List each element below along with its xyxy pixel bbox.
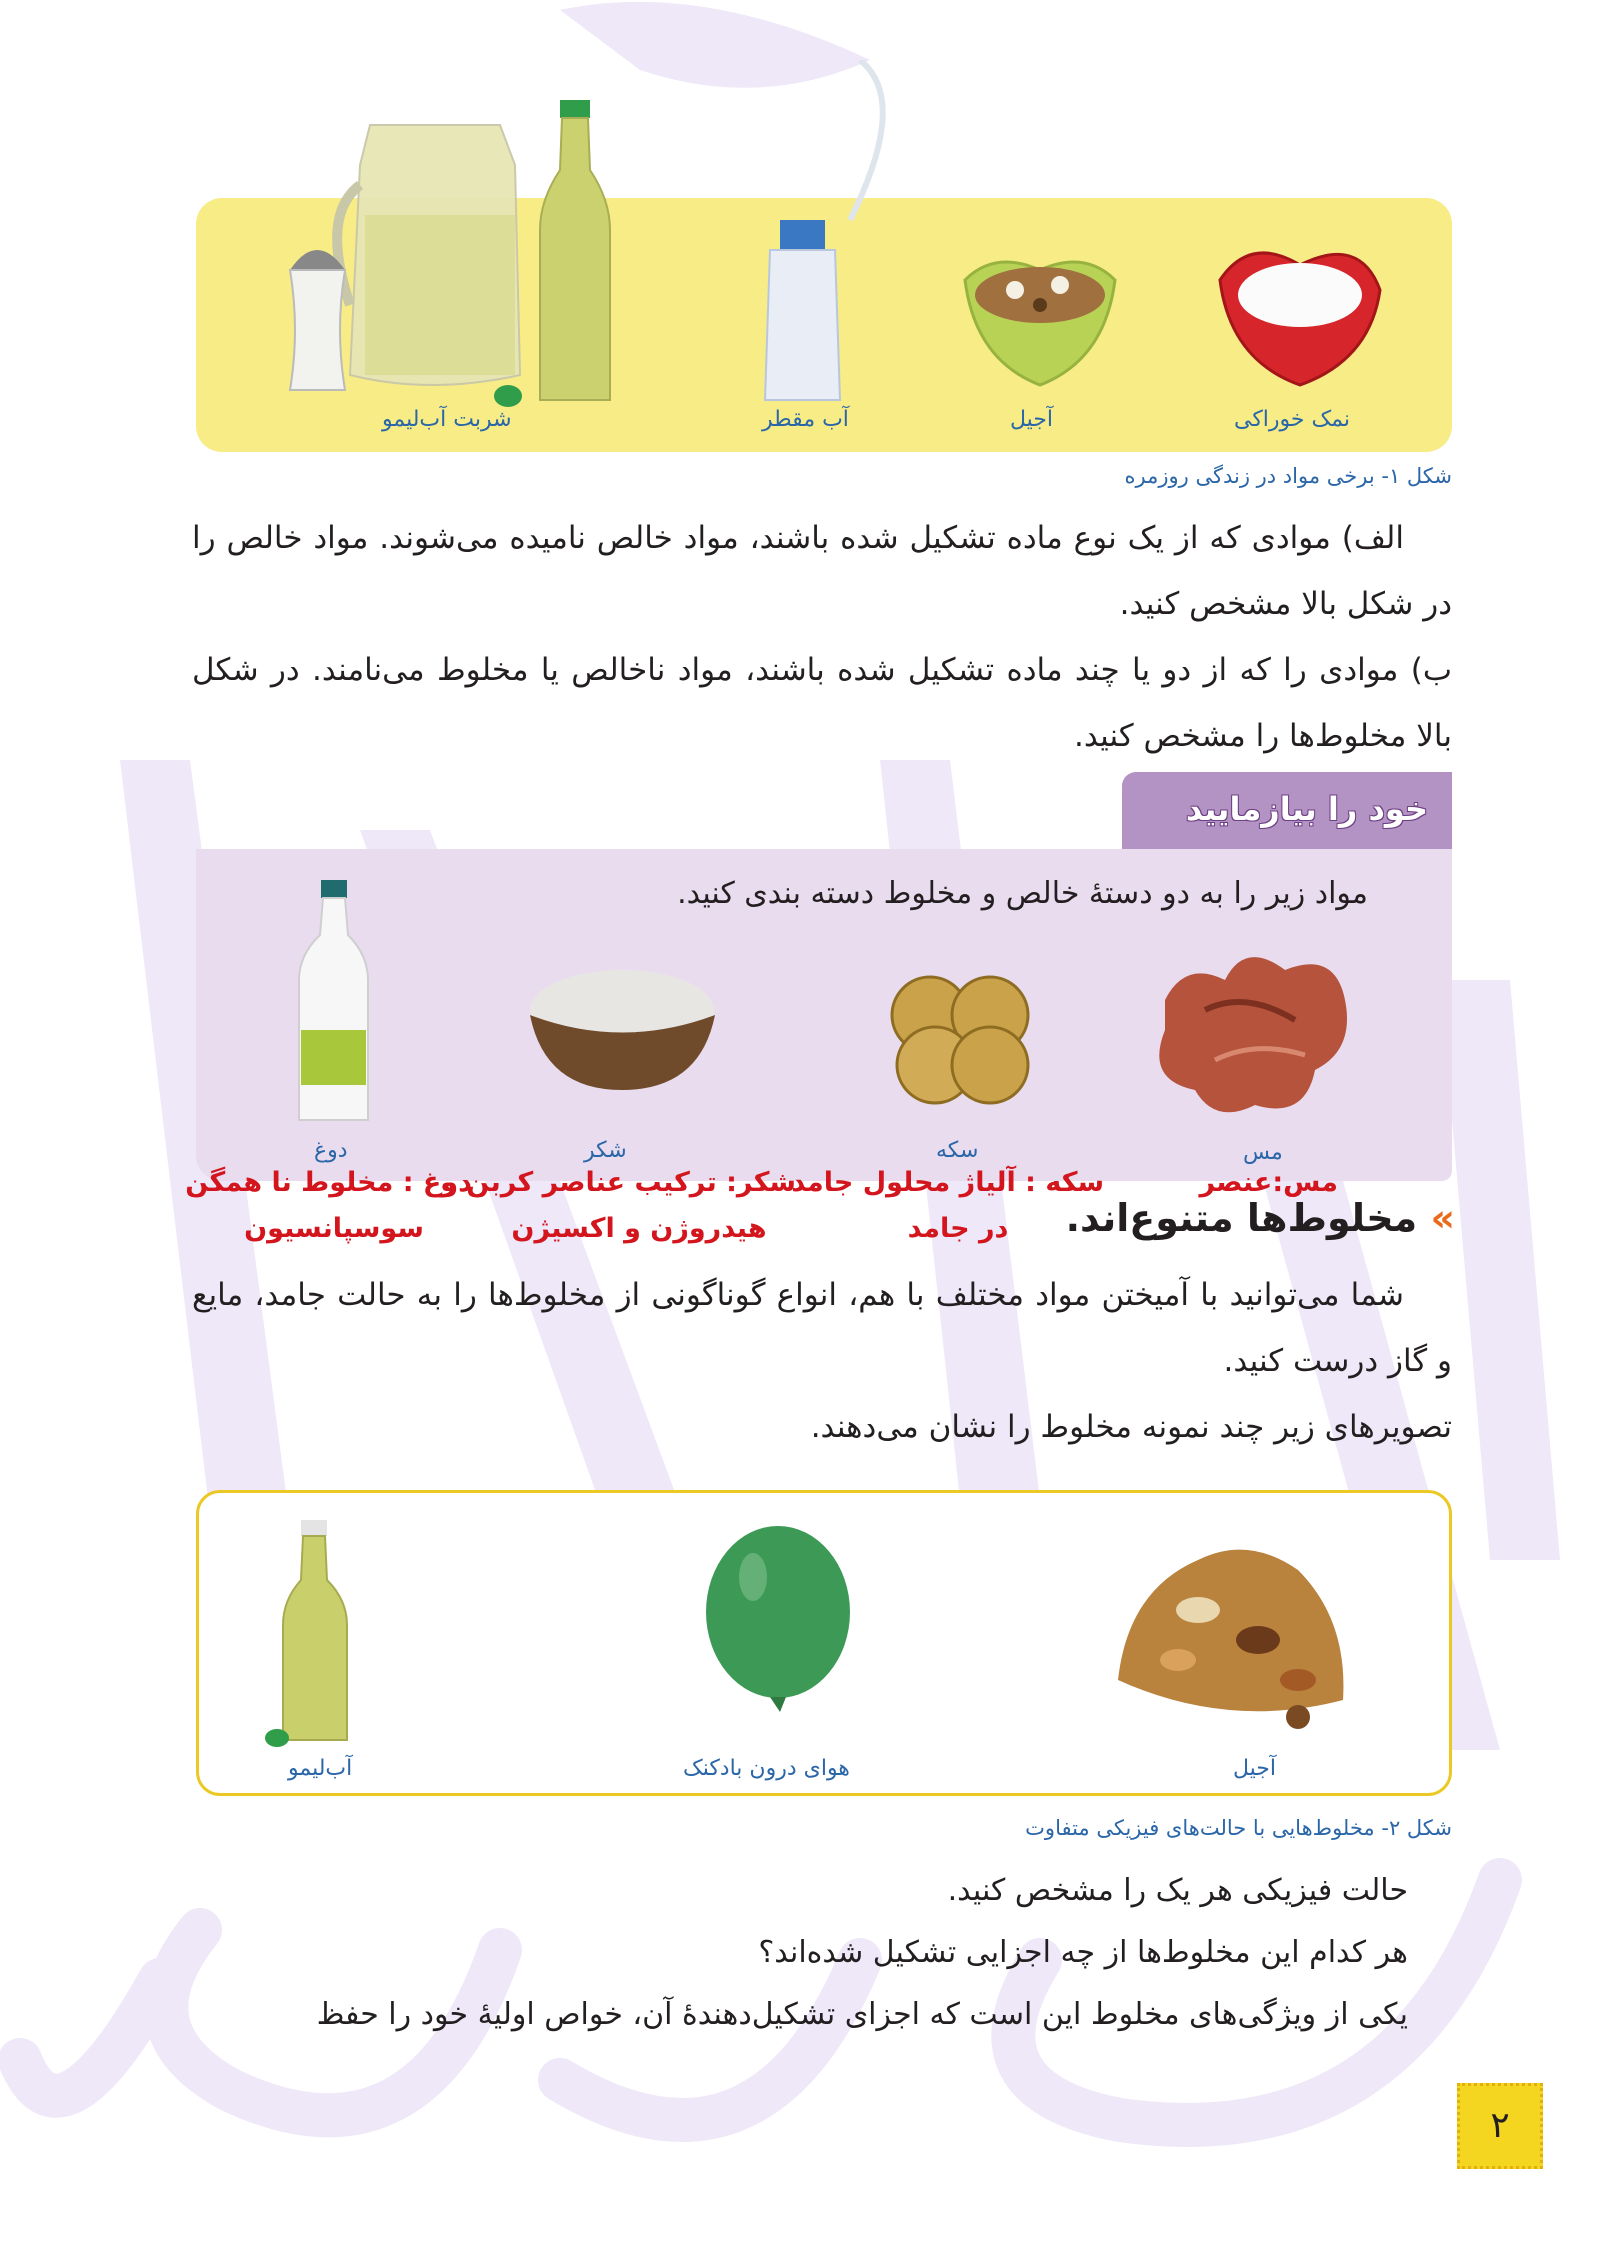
- coins-image: [875, 970, 1045, 1110]
- answer-doogh-line2: سوسپانسیون: [244, 1213, 424, 1244]
- figure1-caption: شکل ۱- برخی مواد در زندگی روزمره: [1124, 464, 1452, 488]
- self-test-title: خود را بیازمایید: [1185, 790, 1428, 828]
- paragraph-mixtures-states: شما می‌توانید با آمیختن مواد مختلف با هم، انواع گوناگونی از مخلوط‌ها را به حالت جامد، مایع و گاز درست کنید.: [192, 1277, 1452, 1379]
- fig2-label-balloon-air: هوای درون بادکنک: [683, 1756, 850, 1781]
- fig2-label-lemon-juice: آب‌لیمو: [288, 1756, 353, 1781]
- balloon-image: [698, 1522, 858, 1742]
- fig1-label-distilled-water: آب مقطر: [762, 407, 849, 432]
- paragraph-mixtures: ب) موادی را که از دو یا چند ماده تشکیل شده باشند، مواد ناخالص یا مخلوط می‌نامند. در شکل بالا مخلوط‌ها را مشخص کنید.: [192, 652, 1452, 754]
- section-heading-text: مخلوط‌ها متنوع‌اند.: [1065, 1196, 1418, 1240]
- answer-sugar: [440, 1160, 796, 1252]
- question-properties: یکی از ویژگی‌های مخلوط این است که اجزای تشکیل‌دهندهٔ آن، خواص اولیهٔ خود را حفظ: [316, 1997, 1408, 2032]
- nuts-bowl-image: [955, 250, 1125, 390]
- self-test-item-copper: مس: [1243, 1140, 1283, 1165]
- page-number: ۲: [1457, 2083, 1543, 2169]
- section-heading: [1066, 1196, 1455, 1240]
- lemon-juice-bottle-image: [265, 1520, 365, 1750]
- sugar-bowl-image: [525, 965, 720, 1095]
- paragraph-block-1: [192, 505, 1452, 769]
- self-test-header: [1122, 772, 1452, 849]
- self-test-item-doogh: دوغ: [314, 1138, 348, 1163]
- fig2-label-nuts: آجیل: [1233, 1756, 1277, 1781]
- figure2-caption: شکل ۲- مخلوط‌هایی با حالت‌های فیزیکی متفاوت: [1025, 1816, 1452, 1840]
- self-test-instruction: مواد زیر را به دو دستهٔ خالص و مخلوط دسته بندی کنید.: [677, 876, 1368, 911]
- fig1-label-nuts: آجیل: [1010, 407, 1054, 432]
- doogh-bottle-image: [293, 880, 373, 1130]
- section-marker-icon: »: [1430, 1196, 1455, 1240]
- self-test-item-coin: سکه: [936, 1138, 979, 1163]
- fig1-label-lemon-syrup: شربت آب‌لیمو: [382, 407, 512, 432]
- answer-sugar-line2: هیدروژن و اکسیژن: [511, 1213, 767, 1244]
- lemon-syrup-jug-image: [330, 105, 530, 405]
- paragraph-pure-substances: الف) موادی که از یک نوع ماده تشکیل شده باشند، مواد خالص نامیده می‌شوند. مواد خالص را در شکل بالا مشخص کنید.: [192, 520, 1452, 622]
- paragraph-block-2: [192, 1262, 1452, 1460]
- copper-image: [1145, 930, 1360, 1130]
- table-salt-bowl-image: [1210, 240, 1390, 390]
- bottle-cap-image: [493, 383, 523, 409]
- answer-sugar-line1: شکر: ترکیب عناصر کربن و: [440, 1167, 796, 1198]
- answer-coin: [791, 1160, 1104, 1252]
- answer-doogh-line1: دوغ : مخلوط نا همگن: [185, 1167, 472, 1198]
- question-components: هر کدام این مخلوط‌ها از چه اجزایی تشکیل شده‌اند؟: [758, 1935, 1408, 1970]
- answer-coin-line1: سکه : آلیاژ محلول جامد: [791, 1167, 1104, 1198]
- lemon-syrup-bottle-image: [530, 100, 620, 410]
- questions-block: [188, 1860, 1408, 2046]
- paragraph-images-intro: تصویرهای زیر چند نمونه مخلوط را نشان می‌دهند.: [810, 1409, 1452, 1445]
- sugar-dispenser-image: [280, 220, 355, 400]
- distilled-water-bottle-image: [740, 60, 920, 410]
- self-test-item-sugar: شکر: [584, 1138, 627, 1163]
- question-physical-state: حالت فیزیکی هر یک را مشخص کنید.: [947, 1873, 1408, 1908]
- answer-copper-line1: مس:عنصر: [1199, 1167, 1338, 1198]
- answer-doogh: [185, 1160, 472, 1252]
- answer-coin-line2: در جامد: [907, 1213, 1009, 1244]
- mixed-nuts-image: [1108, 1530, 1348, 1730]
- fig1-label-salt: نمک خوراکی: [1234, 407, 1351, 432]
